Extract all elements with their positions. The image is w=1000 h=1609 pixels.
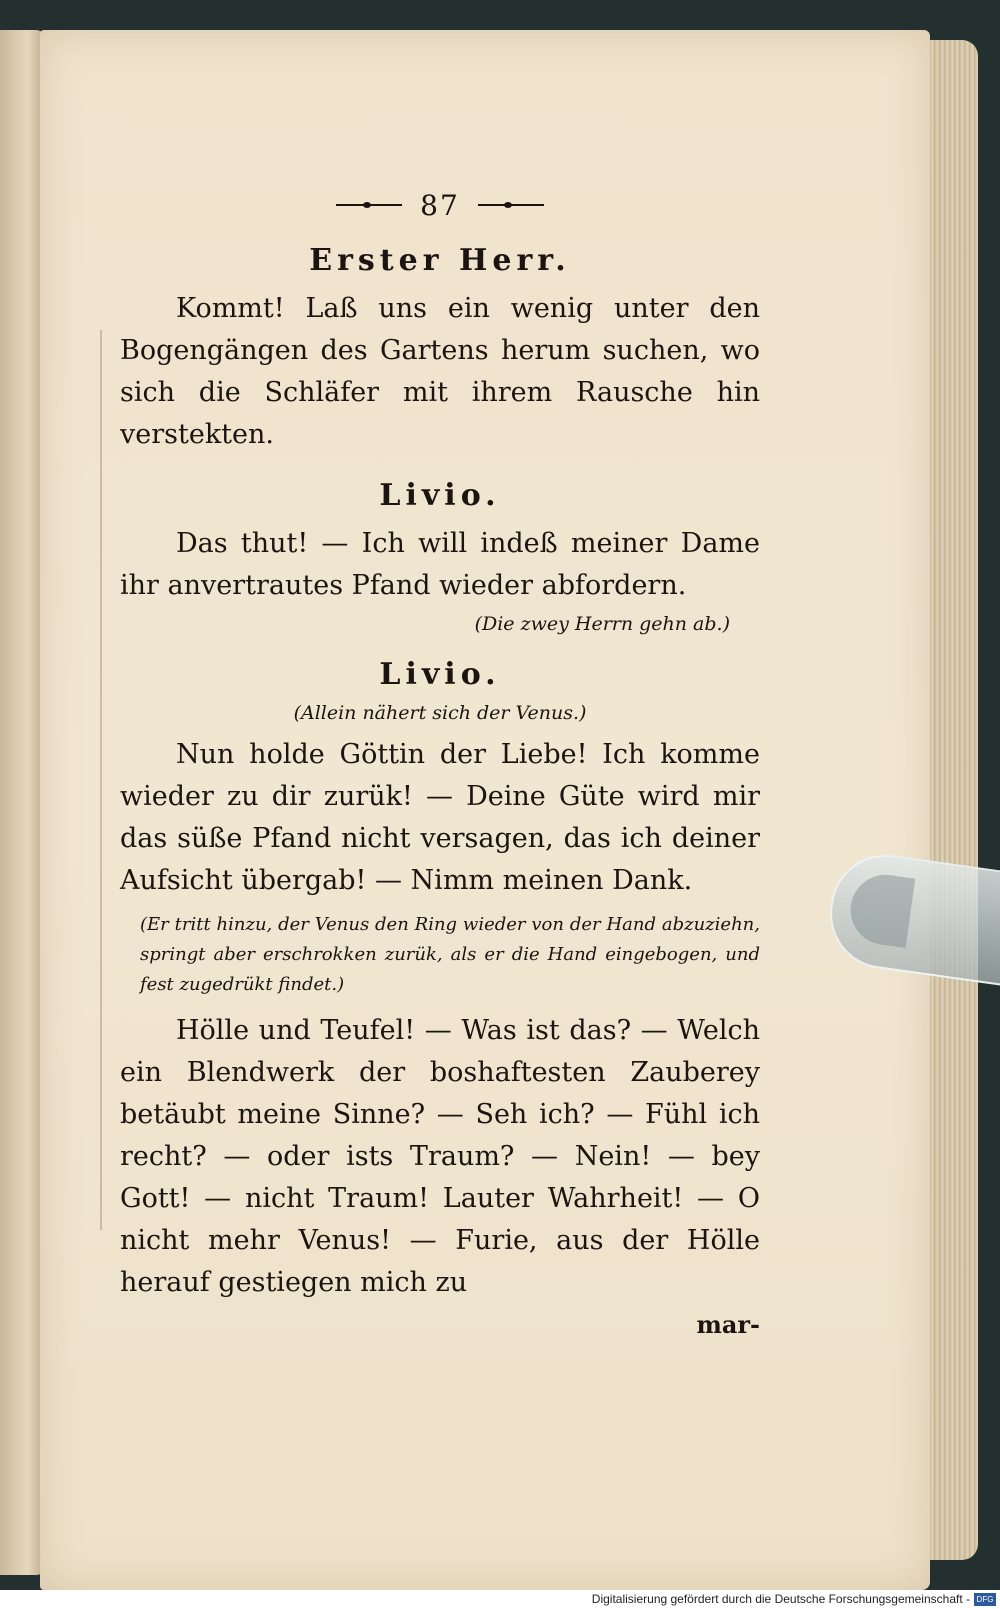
running-head [120, 175, 760, 235]
page-number: 87 [420, 188, 460, 222]
speech-text: Kommt! Laß uns ein wenig unter den Bogengängen des Gartens herum suchen, wo sich die Schläfer mit ihrem Rausche hin verstekten. [120, 293, 760, 450]
speaker-name: Livio. [379, 478, 501, 513]
speech-text: Hölle und Teufel! — Was ist das? — Welch ein Blendwerk der boshaftesten Zauberey betäubt meine Sinne? — Seh ich? — Fühl ich recht? — oder ists Traum? — Nein! — bey Gott! — nicht Traum! Lauter Wahrheit! — O nicht mehr Venus! — Furie, aus der Hölle herauf gestiegen mich zu [120, 1015, 760, 1298]
speaker-name: Erster Herr. [309, 243, 571, 278]
stage-direction: (Die zwey Herrn gehn ab.) [474, 613, 730, 635]
clip-loop [846, 870, 915, 948]
footer-credit: Digitalisierung gefördert durch die Deutsche Forschungsgemeinschaft - [591, 1592, 970, 1606]
stage-direction: (Er tritt hinzu, der Venus den Ring wieder von der Hand abzuziehn, springt aber erschrokken zurük, als er die Hand eingebogen, und fest zugedrükt findet.) [140, 914, 760, 995]
digitization-footer [0, 1590, 1000, 1609]
speech-text: Nun holde Göttin der Liebe! Ich komme wieder zu dir zurük! — Deine Güte wird mir das süße Pfand nicht versagen, das ich deiner Aufsicht übergab! — Nimm meinen Dank. [120, 739, 760, 896]
catchword: mar- [696, 1310, 760, 1339]
speech-text: Das thut! — Ich will indeß meiner Dame ihr anvertrautes Pfand wieder abfordern. [120, 528, 760, 601]
dfg-logo: DFG [974, 1593, 996, 1606]
speaker-name: Livio. [379, 657, 501, 692]
page-text [120, 175, 760, 1339]
gutter-shadow [100, 330, 102, 1230]
stage-direction: (Allein nähert sich der Venus.) [293, 702, 587, 724]
left-ornament [336, 202, 402, 208]
right-ornament [478, 202, 544, 208]
